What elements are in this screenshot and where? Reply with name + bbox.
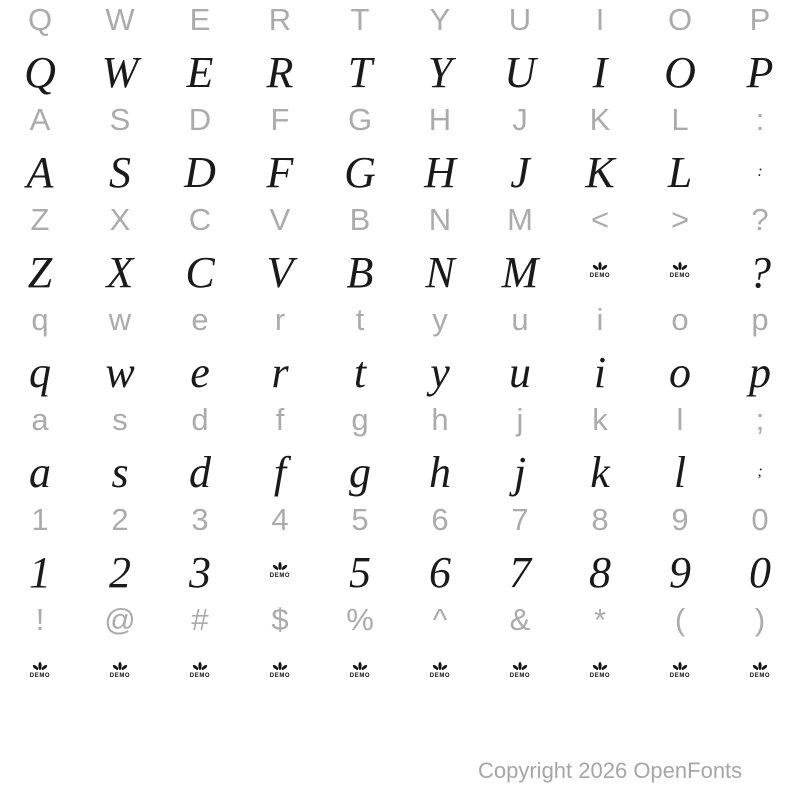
reference-glyph: j	[516, 402, 524, 437]
reference-glyph: g	[351, 402, 369, 437]
demo-glyph	[510, 661, 530, 679]
demo-glyph	[190, 661, 210, 679]
reference-glyph: N	[428, 202, 452, 237]
script-char-row	[0, 640, 800, 700]
reference-char-row	[0, 0, 800, 40]
script-glyph: :	[757, 163, 763, 180]
reference-char-row	[0, 100, 800, 140]
reference-glyph: R	[268, 2, 292, 37]
reference-glyph: 2	[111, 502, 129, 537]
demo-label: DEMO	[589, 273, 611, 279]
reference-glyph: C	[188, 202, 212, 237]
script-glyph: W	[101, 47, 139, 97]
reference-glyph: W	[105, 2, 135, 37]
script-char-row	[0, 440, 800, 500]
demo-glyph	[270, 561, 290, 579]
script-glyph: V	[266, 247, 294, 297]
demo-label: DEMO	[669, 673, 691, 679]
petal-ornament-icon	[672, 661, 688, 672]
reference-glyph: o	[671, 302, 689, 337]
demo-label: DEMO	[429, 673, 451, 679]
demo-placeholder-glyph	[480, 640, 560, 700]
demo-placeholder-glyph	[640, 240, 720, 300]
reference-glyph: &	[509, 602, 531, 637]
script-glyph: r	[271, 347, 289, 397]
reference-glyph: l	[676, 402, 684, 437]
reference-glyph: 0	[751, 502, 769, 537]
script-glyph: C	[185, 247, 215, 297]
reference-glyph: U	[508, 2, 532, 37]
script-glyph: Y	[427, 47, 453, 97]
demo-glyph	[590, 261, 610, 279]
demo-placeholder-glyph	[560, 640, 640, 700]
petal-ornament-icon	[352, 661, 368, 672]
script-glyph: T	[347, 47, 373, 97]
reference-glyph: a	[31, 402, 49, 437]
reference-glyph: @	[104, 602, 136, 637]
petal-ornament-icon	[192, 661, 208, 672]
reference-glyph: F	[270, 102, 290, 137]
script-glyph: ;	[757, 463, 763, 480]
reference-glyph: Z	[30, 202, 50, 237]
script-glyph: Q	[24, 47, 56, 97]
reference-glyph: :	[755, 102, 765, 137]
demo-label: DEMO	[589, 673, 611, 679]
script-glyph: q	[29, 347, 51, 397]
demo-placeholder-glyph	[80, 640, 160, 700]
petal-ornament-icon	[592, 661, 608, 672]
script-glyph: 6	[429, 547, 451, 597]
reference-glyph: )	[754, 602, 766, 637]
reference-glyph: M	[507, 202, 533, 237]
demo-placeholder-glyph	[720, 640, 800, 700]
petal-ornament-icon	[432, 661, 448, 672]
petal-ornament-icon	[32, 661, 48, 672]
reference-glyph: u	[511, 302, 529, 337]
script-glyph: 8	[589, 547, 611, 597]
reference-glyph: L	[671, 102, 689, 137]
script-glyph: 3	[189, 547, 211, 597]
script-glyph: O	[664, 47, 696, 97]
script-glyph: D	[184, 147, 216, 197]
script-glyph: M	[501, 247, 539, 297]
reference-char-row	[0, 200, 800, 240]
script-glyph: 9	[669, 547, 691, 597]
reference-glyph: I	[595, 2, 605, 37]
script-glyph: L	[667, 147, 693, 197]
reference-glyph: X	[109, 202, 131, 237]
demo-label: DEMO	[349, 673, 371, 679]
reference-glyph: e	[191, 302, 209, 337]
script-glyph: H	[424, 147, 456, 197]
reference-glyph: 1	[31, 502, 49, 537]
reference-glyph: d	[191, 402, 209, 437]
demo-label: DEMO	[269, 673, 291, 679]
reference-glyph: 4	[271, 502, 289, 537]
demo-glyph	[670, 661, 690, 679]
script-glyph: 7	[509, 547, 531, 597]
petal-ornament-icon	[592, 261, 608, 272]
reference-glyph: V	[269, 202, 291, 237]
demo-label: DEMO	[29, 673, 51, 679]
demo-placeholder-glyph	[400, 640, 480, 700]
reference-glyph: 7	[511, 502, 529, 537]
reference-glyph: T	[350, 2, 370, 37]
demo-glyph	[110, 661, 130, 679]
reference-glyph: q	[31, 302, 49, 337]
demo-placeholder-glyph	[0, 640, 80, 700]
script-glyph: 2	[109, 547, 131, 597]
script-glyph: N	[425, 247, 455, 297]
script-glyph: U	[504, 47, 536, 97]
demo-glyph	[670, 261, 690, 279]
reference-glyph: y	[432, 302, 448, 337]
demo-placeholder-glyph	[560, 240, 640, 300]
copyright-text: Copyright 2026 OpenFonts	[478, 758, 743, 783]
reference-glyph: p	[751, 302, 769, 337]
reference-glyph: h	[431, 402, 449, 437]
reference-glyph: 5	[351, 502, 369, 537]
reference-glyph: ^	[432, 602, 448, 637]
script-glyph: t	[353, 347, 367, 397]
reference-glyph: Q	[27, 2, 53, 37]
script-glyph: j	[513, 447, 527, 497]
demo-label: DEMO	[109, 673, 131, 679]
script-glyph: J	[510, 147, 530, 197]
demo-placeholder-glyph	[320, 640, 400, 700]
reference-glyph: <	[590, 202, 610, 237]
reference-glyph: r	[274, 302, 286, 337]
reference-glyph: H	[428, 102, 452, 137]
script-glyph: F	[266, 147, 294, 197]
demo-glyph	[270, 661, 290, 679]
reference-glyph: *	[593, 602, 607, 637]
script-glyph: u	[509, 347, 531, 397]
script-glyph: o	[669, 347, 691, 397]
script-glyph: E	[186, 47, 214, 97]
reference-glyph: J	[512, 102, 528, 137]
script-char-row	[0, 340, 800, 400]
script-char-row	[0, 540, 800, 600]
reference-glyph: 9	[671, 502, 689, 537]
demo-glyph	[350, 661, 370, 679]
script-glyph: K	[585, 147, 615, 197]
demo-placeholder-glyph	[160, 640, 240, 700]
reference-glyph: Y	[429, 2, 451, 37]
reference-glyph: K	[589, 102, 611, 137]
script-glyph: s	[111, 447, 129, 497]
demo-glyph	[750, 661, 770, 679]
petal-ornament-icon	[752, 661, 768, 672]
reference-glyph: %	[346, 602, 374, 637]
petal-ornament-icon	[272, 561, 288, 572]
reference-char-row	[0, 600, 800, 640]
petal-ornament-icon	[112, 661, 128, 672]
script-glyph: G	[344, 147, 376, 197]
script-glyph: i	[593, 347, 607, 397]
reference-glyph: $	[271, 602, 289, 637]
script-glyph: l	[673, 447, 687, 497]
script-glyph: f	[273, 447, 287, 497]
script-char-row	[0, 140, 800, 200]
reference-char-row	[0, 400, 800, 440]
reference-glyph: A	[29, 102, 51, 137]
reference-glyph: i	[596, 302, 604, 337]
script-glyph: 1	[29, 547, 51, 597]
script-glyph: g	[349, 447, 371, 497]
reference-glyph: >	[670, 202, 690, 237]
reference-glyph: 8	[591, 502, 609, 537]
reference-glyph: #	[191, 602, 209, 637]
reference-glyph: f	[275, 402, 285, 437]
demo-placeholder-glyph	[240, 640, 320, 700]
reference-glyph: (	[674, 602, 686, 637]
script-glyph: e	[190, 347, 210, 397]
demo-placeholder-glyph	[240, 540, 320, 600]
reference-glyph: E	[189, 2, 211, 37]
script-glyph: p	[749, 347, 771, 397]
petal-ornament-icon	[512, 661, 528, 672]
script-glyph: A	[26, 147, 54, 197]
reference-glyph: w	[108, 302, 132, 337]
demo-label: DEMO	[509, 673, 531, 679]
reference-glyph: t	[355, 302, 365, 337]
demo-label: DEMO	[669, 273, 691, 279]
reference-glyph: 6	[431, 502, 449, 537]
reference-glyph: D	[188, 102, 212, 137]
demo-label: DEMO	[189, 673, 211, 679]
demo-placeholder-glyph	[640, 640, 720, 700]
petal-ornament-icon	[272, 661, 288, 672]
reference-char-row	[0, 300, 800, 340]
script-glyph: P	[746, 47, 774, 97]
reference-glyph: ;	[755, 402, 765, 437]
script-glyph: S	[109, 147, 131, 197]
demo-glyph	[30, 661, 50, 679]
script-glyph: ?	[749, 247, 771, 297]
script-glyph: w	[105, 347, 135, 397]
demo-glyph	[590, 661, 610, 679]
script-glyph: Z	[27, 247, 53, 297]
script-char-row	[0, 240, 800, 300]
demo-label: DEMO	[269, 573, 291, 579]
demo-label: DEMO	[749, 673, 771, 679]
reference-glyph: S	[109, 102, 131, 137]
reference-char-row	[0, 500, 800, 540]
script-glyph: y	[430, 347, 450, 397]
reference-glyph: G	[347, 102, 373, 137]
reference-glyph: 3	[191, 502, 209, 537]
script-glyph: 0	[749, 547, 771, 597]
reference-glyph: ?	[751, 202, 769, 237]
reference-glyph: O	[667, 2, 693, 37]
script-glyph: B	[346, 247, 374, 297]
petal-ornament-icon	[672, 261, 688, 272]
reference-glyph: s	[112, 402, 128, 437]
reference-glyph: k	[592, 402, 608, 437]
reference-glyph: !	[35, 602, 45, 637]
script-glyph: d	[189, 447, 211, 497]
demo-glyph	[430, 661, 450, 679]
script-glyph: R	[266, 47, 294, 97]
script-glyph: k	[590, 447, 610, 497]
script-glyph: I	[592, 47, 608, 97]
reference-glyph: B	[349, 202, 371, 237]
script-glyph: 5	[349, 547, 371, 597]
script-glyph: h	[429, 447, 451, 497]
script-glyph: X	[106, 247, 134, 297]
script-char-row	[0, 40, 800, 100]
script-glyph: a	[29, 447, 51, 497]
reference-glyph: P	[749, 2, 771, 37]
